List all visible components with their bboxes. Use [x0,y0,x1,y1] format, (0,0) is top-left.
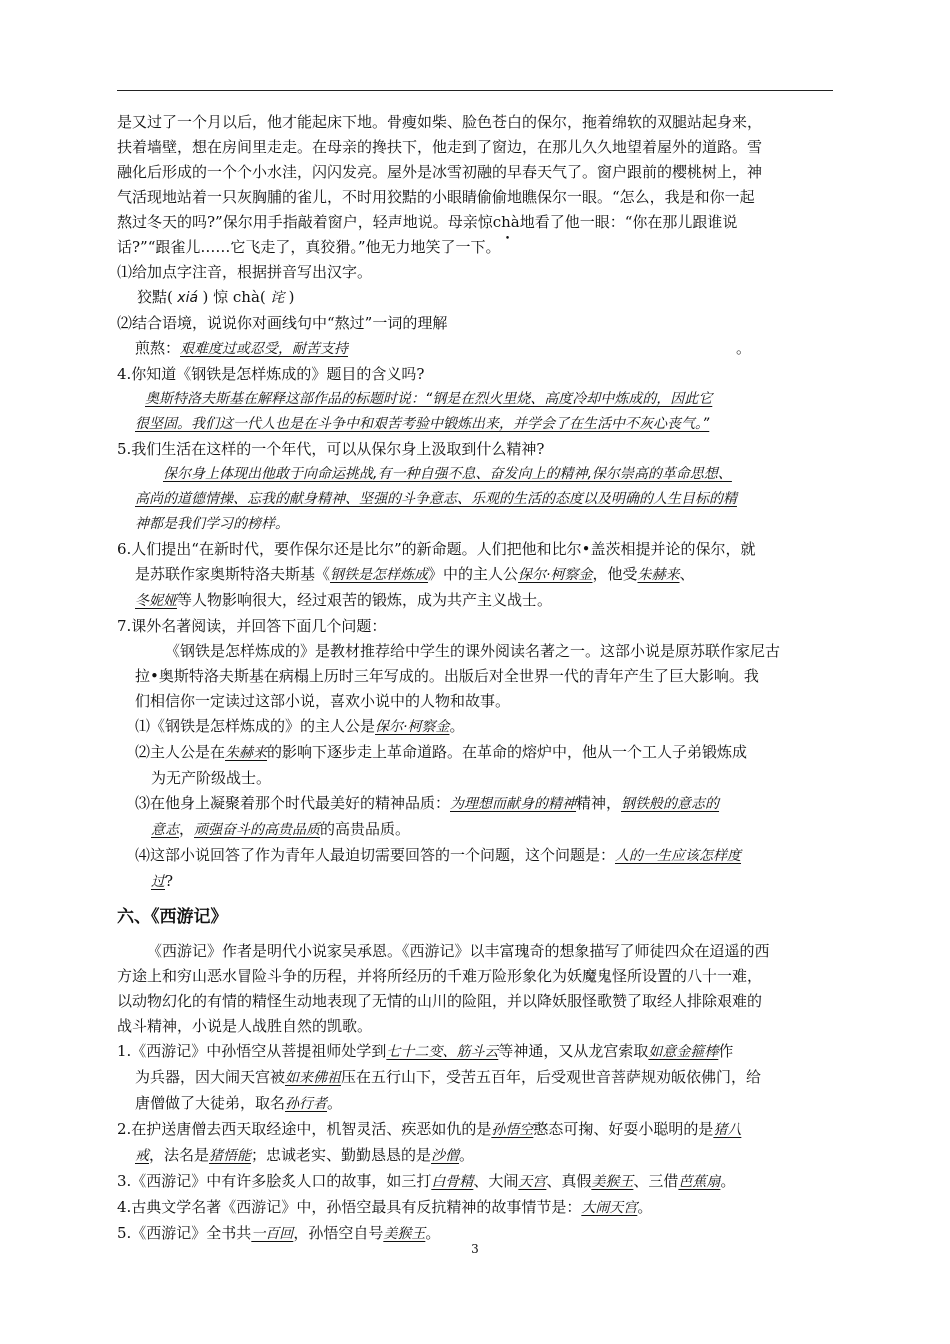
xyj-text: ，孙悟空自号 [293,1224,384,1242]
xyj-answer: 大闹天宫 [581,1200,638,1216]
q7-sub-2-cont: 为无产阶级战士。 [151,769,272,787]
q7-text: ， [179,820,195,838]
page-content [117,110,835,1247]
xyj-text: 。 [459,1146,475,1164]
q7-answer: 人的一生应该怎样度 [615,848,742,864]
question-2-answer-line [117,336,835,362]
xyj-question-2 [117,1117,835,1143]
question-4-label: 4.你知道《钢铁是怎样炼成的》题目的含义吗? [117,365,425,383]
xyj-text: 压在五行山下，受苦五百年，后受观世音菩萨规劝皈依佛门，给 [341,1068,762,1086]
q1-prefix: 狡黠( [137,288,173,306]
q7-answer: 为理想而献身的精神 [450,796,577,812]
xyj-answer: 如意金箍棒 [648,1044,719,1060]
xyj-answer: 一百回 [251,1226,294,1242]
xyj-text: ；忠诚老实、勤勤恳恳的是 [251,1146,432,1164]
xyj-question-4 [117,1195,835,1221]
answer-pinyin: xiá [172,290,203,306]
header-rule [117,90,833,91]
passage-line: 话?”“跟雀儿……它飞走了，真狡猾。”他无力地笑了一下。 [117,238,501,256]
question-6-line [117,588,835,614]
question-5-label: 5.我们生活在这样的一个年代，可以从保尔身上汲取到什么精神? [117,440,545,458]
xyj-text: 唐僧做了大徒弟，取名 [135,1094,286,1112]
q7-answer: 顽强奋斗的高贵品质 [194,822,321,838]
q6-text: 是苏联作家奥斯特洛夫斯基《 [135,565,331,583]
question-7-label: 7.课外名著阅读，并回答下面几个问题： [117,617,387,635]
xyj-text: 憨态可掬、好耍小聪明的是 [533,1120,714,1138]
xyj-answer: 猪八 [713,1122,742,1138]
q7-text: 。 [449,717,465,735]
section-6-title: 六、《西游记》 [117,907,228,927]
xyj-question-1-cont [117,1065,835,1091]
dotted-pinyin: chà • [493,213,520,231]
q1-suffix: ) [288,288,295,306]
xyj-question-2-cont [117,1143,835,1169]
q4-answer-text: 很坚固。我们这一代人也是在斗争中和艰苦考验中锻炼出来，并学会了在生活中不灰心丧气。” [135,416,710,432]
q2-prefix: 煎熬： [135,339,181,357]
q7-text: ⑵主人公是在 [135,743,226,761]
q5-answer-line [117,462,835,487]
xyj-question-1-cont [117,1091,835,1117]
xyj-text: 。 [425,1224,441,1242]
xyj-answer: 如来佛祖 [285,1070,342,1086]
q7-sub-4-cont [117,869,835,895]
q7-answer: 保尔·柯察金 [375,719,450,735]
q4-answer-line [117,412,835,437]
reading-passage [117,110,835,260]
xyj-answer: 沙僧 [431,1148,460,1164]
q7-text: 精神， [576,794,622,812]
section-6-intro: 以动物幻化的有情的精怪生动地表现了无情的山川的险阻，并以降妖服怪歌赞了取经人排除艰难的 [117,992,763,1010]
q6-text: 》中的主人公 [428,565,519,583]
q7-sub-2 [117,740,835,766]
passage-text: 熬过冬天的吗?”保尔用手指敲着窗户，轻声地说。母亲惊 [117,213,493,231]
xyj-answer: 芭蕉扇 [678,1174,721,1190]
xyj-answer: 美猴王 [591,1174,634,1190]
xyj-text: 、大闹 [473,1172,519,1190]
q6-answer-book: 钢铁是怎样炼成 [330,567,429,583]
xyj-text: 5.《西游记》全书共 [117,1224,252,1242]
q7-sub-3-cont [117,817,835,843]
passage-line: 融化后形成的一个个小水洼，闪闪发亮。屋外是冰雪初融的早春天气了。窗户跟前的樱桃树上，神 [117,163,763,181]
q4-answer-text: 奥斯特洛夫斯基在解释这部作品的标题时说：“钢是在烈火里烧、高度冷却中炼成的，因此它 [145,391,713,407]
question-6-line: 6.人们提出“在新时代，要作保尔还是比尔”的新命题。人们把他和比尔•盖茨相提并论的保尔，就 [117,540,756,558]
passage-line: 扶着墙壁，想在房间里走走。在母亲的搀扶下，他走到了窗边，在那儿久久地望着屋外的道路。雪 [117,138,763,156]
section-6-intro: 方途上和穷山恶水冒险斗争的历程，并将所经历的千难万险形象化为妖魔鬼怪所设置的八十一难， [117,967,763,985]
q2-answer-text: 艰难度过或忍受，耐苦支持 [180,341,349,357]
q6-answer-girl: 冬妮娅 [135,593,177,609]
xyj-answer: 美猴王 [383,1226,426,1242]
q6-answer-hero: 保尔·柯察金 [518,567,593,583]
question-6-line [117,562,835,588]
page-number: 3 [471,1242,479,1256]
question-2-label: ⑵结合语境，说说你对画线句中“熬过”一词的理解 [117,314,448,332]
xyj-text: 、三借 [633,1172,679,1190]
section-6-intro: 《西游记》作者是明代小说家吴承恩。《西游记》以丰富瑰奇的想象描写了师徒四众在迢遥的西 [147,942,770,960]
xyj-answer: 白骨精 [431,1174,474,1190]
q7-answer: 过 [151,874,165,890]
q5-answer-text [135,512,625,537]
passage-line: 气活现地站着一只灰胸脯的雀儿，不时用狡黠的小眼睛偷偷地瞧保尔一眼。“怎么，我是和你一起 [117,188,755,206]
xyj-answer: 天宫 [518,1174,547,1190]
q7-intro-line: 《钢铁是怎样炼成的》是教材推荐给中学生的课外阅读名著之一。这部小说是原苏联作家尼古 [165,642,781,660]
q6-text: ，他受 [592,565,638,583]
q1-mid: ) 惊 chà( [202,288,266,306]
q6-text: 等人物影响很大，经过艰苦的锻炼，成为共产主义战士。 [177,591,553,609]
xyj-answer: 孙悟空 [491,1122,534,1138]
passage-text: 地看了他一眼：“你在那儿跟谁说 [519,213,738,231]
xyj-text: 3.《西游记》中有许多脍炙人口的故事，如三打 [117,1172,432,1190]
q5-answer-line [117,512,835,537]
q7-text: ⑴《钢铁是怎样炼成的》的主人公是 [135,717,376,735]
q4-answer-line [117,387,835,412]
q7-intro-line: 拉•奥斯特洛夫斯基在病榻上历时三年写成的。出版后对全世界一代的青年产生了巨大影响。我 [135,667,759,685]
xyj-answer: 七十二变、筋斗云 [386,1044,499,1060]
xyj-answer: 猪悟能 [209,1148,252,1164]
q5-answer-line [117,487,835,512]
q7-text: 的高贵品质。 [320,820,411,838]
q2-answer [180,337,736,362]
xyj-answer: 孙行者 [285,1096,328,1112]
xyj-answer: 戒 [135,1148,149,1164]
q6-answer-mentor: 朱赫来 [637,567,680,583]
xyj-text: 为兵器，因大闹天宫被 [135,1068,286,1086]
q6-text: 、 [679,565,695,583]
xyj-text: 1.《西游记》中孙悟空从菩提祖师处学到 [117,1042,387,1060]
xyj-text: ，法名是 [149,1146,210,1164]
passage-line [117,210,835,235]
q5-answer-text-part: 神都是我们学习的榜样。 [135,516,289,532]
xyj-text: 。 [720,1172,736,1190]
q7-text: ? [165,872,174,890]
xyj-text: 等神通，又从龙宫索取 [498,1042,649,1060]
passage-line: 是又过了一个月以后，他才能起床下地。骨瘦如柴、脸色苍白的保尔，拖着绵软的双腿站起身来， [117,113,763,131]
q5-answer-text: 保尔身上体现出他敢于向命运挑战,有一种自强不息、奋发向上的精神,保尔崇高的革命思想、 [163,466,732,482]
q7-answer: 意志 [151,822,179,838]
xyj-text: 、真假 [546,1172,592,1190]
q7-text: ⑷这部小说回答了作为青年人最迫切需要回答的一个问题，这个问题是： [135,846,616,864]
xyj-text: 2.在护送唐僧去西天取经途中，机智灵活、疾恶如仇的是 [117,1120,492,1138]
answer-character: 诧 [265,290,289,306]
q7-sub-4 [117,843,835,869]
xyj-text: 作 [718,1042,734,1060]
q7-sub-1 [117,714,835,740]
q7-sub-3 [117,791,835,817]
section-6-intro: 战斗精神，小说是人战胜自然的凯歌。 [117,1017,373,1035]
q7-intro-line: 们相信你一定读过这部小说，喜欢小说中的人物和故事。 [135,692,511,710]
xyj-text: 。 [637,1198,653,1216]
xyj-question-3 [117,1169,835,1195]
q7-text: 的影响下逐步走上革命道路。在革命的熔炉中，他从一个工人子弟锻炼成 [267,743,748,761]
question-1-label: ⑴给加点字注音，根据拼音写出汉字。 [117,263,373,281]
q7-answer: 钢铁般的意志的 [621,796,720,812]
q7-text: ⑶在他身上凝聚着那个时代最美好的精神品质： [135,794,451,812]
xyj-text: 。 [327,1094,343,1112]
q7-answer: 朱赫来 [225,745,268,761]
q2-end: 。 [736,339,752,357]
xyj-question-1 [117,1039,835,1065]
xyj-text: 4.古典文学名著《西游记》中，孙悟空最具有反抗精神的故事情节是： [117,1198,582,1216]
q5-answer-text: 高尚的道德情操、忘我的献身精神、坚强的斗争意志、乐观的生活的态度以及明确的人生目标的精 [135,491,737,507]
question-1-answers [117,285,835,311]
